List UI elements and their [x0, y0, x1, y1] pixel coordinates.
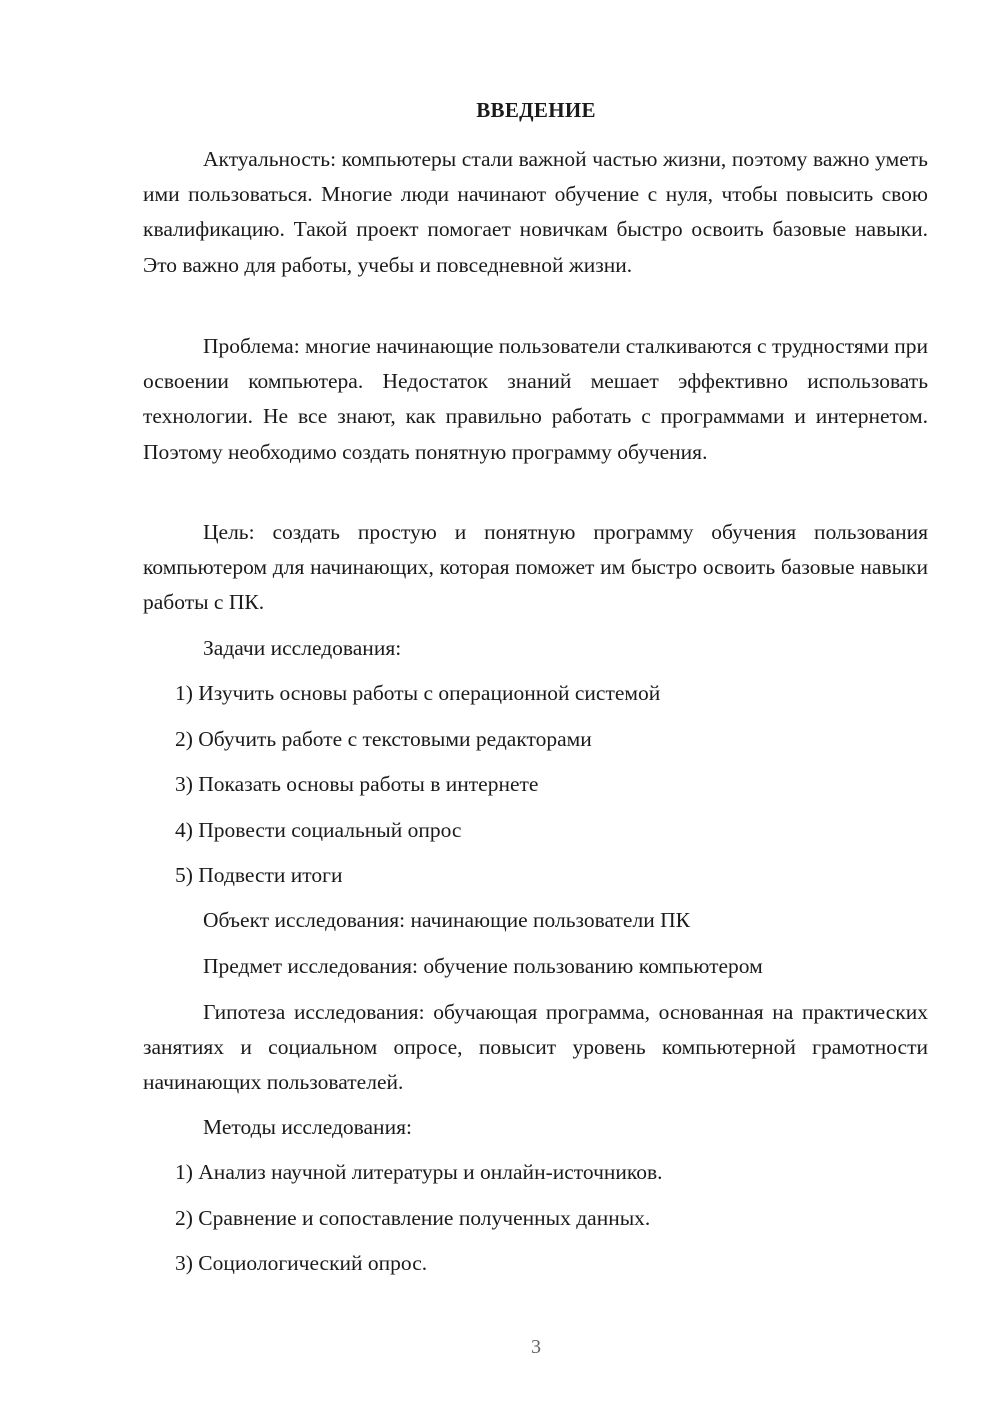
- page-number: 3: [531, 1336, 541, 1358]
- page-title: ВВЕДЕНИЕ: [476, 98, 596, 122]
- method-item: 2) Сравнение и сопоставление полученных данных.: [175, 1206, 651, 1230]
- task-item: 1) Изучить основы работы с операционной системой: [175, 681, 661, 705]
- relevance-paragraph: Актуальность: компьютеры стали важной частью жизни, поэтому важно уметь ими пользоваться. Многие люди начинают обучение с нуля, чтобы повысить свою квалификацию. Такой проект помогает новичкам быстро освоить базовые навыки. Это важно для работы, учебы и повседневной жизни.: [143, 147, 928, 277]
- method-item: 3) Социологический опрос.: [175, 1251, 428, 1275]
- task-item: 2) Обучить работе с текстовыми редакторами: [175, 727, 592, 751]
- research-object: Объект исследования: начинающие пользователи ПК: [203, 908, 690, 932]
- method-item: 1) Анализ научной литературы и онлайн-источников.: [175, 1160, 663, 1184]
- task-item: 3) Показать основы работы в интернете: [175, 772, 539, 796]
- tasks-heading: Задачи исследования:: [203, 636, 402, 660]
- goal-paragraph: Цель: создать простую и понятную программу обучения пользования компьютером для начинающих, которая поможет им быстро освоить базовые навыки работы с ПК.: [143, 520, 928, 615]
- research-subject: Предмет исследования: обучение пользованию компьютером: [203, 954, 763, 978]
- problem-paragraph: Проблема: многие начинающие пользователи сталкиваются с трудностями при освоении компьютера. Недостаток знаний мешает эффективно использовать технологии. Не все знают, как правильно работать с программами и интернетом. Поэтому необходимо создать понятную программу обучения.: [143, 334, 929, 464]
- methods-heading: Методы исследования:: [203, 1115, 412, 1139]
- task-item: 5) Подвести итоги: [175, 863, 343, 887]
- hypothesis-paragraph: Гипотеза исследования: обучающая программа, основанная на практических занятиях и социальном опросе, повысит уровень компьютерной грамотности начинающих пользователей.: [143, 1000, 928, 1095]
- task-item: 4) Провести социальный опрос: [175, 818, 462, 842]
